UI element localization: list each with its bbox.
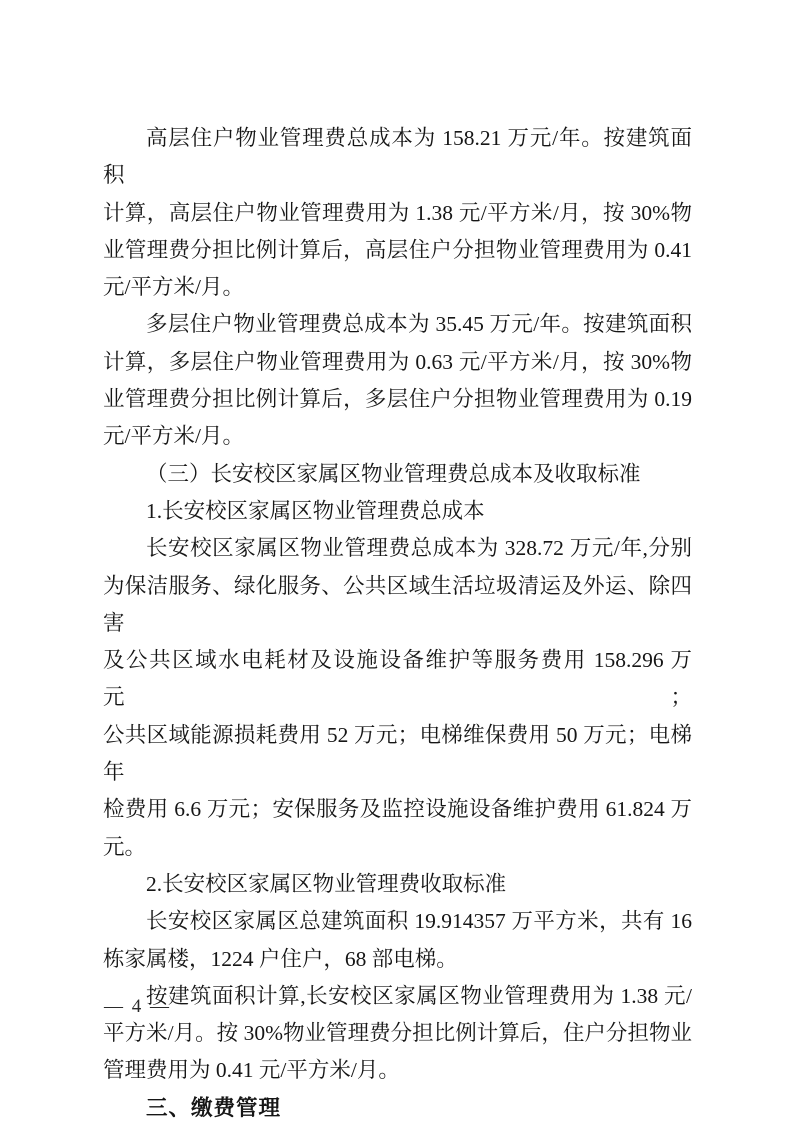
text-line: 1.长安校区家属区物业管理费总成本	[146, 498, 485, 523]
text-line: 元/平方米/月。	[103, 275, 244, 300]
text-line: 三、缴费管理	[146, 1095, 282, 1120]
text-line: 业管理费分担比例计算后，多层住户分担物业管理费用为 0.19	[103, 387, 692, 412]
page-footer	[104, 996, 171, 1018]
paragraph	[103, 456, 692, 493]
text-line: 多层住户物业管理费总成本为 35.45 万元/年。按建筑面积	[146, 312, 692, 337]
text-line: 长安校区家属区物业管理费总成本为 328.72 万元/年,分别	[146, 536, 692, 561]
document-body	[103, 120, 692, 1122]
text-line: 2.长安校区家属区物业管理费收取标准	[146, 871, 507, 896]
text-line: 高层住户物业管理费总成本为 158.21 万元/年。按建筑面积	[103, 126, 692, 188]
paragraph	[103, 306, 692, 455]
text-line: 计算，多层住户物业管理费用为 0.63 元/平方米/月，按 30%物	[103, 349, 692, 374]
text-line: 业管理费分担比例计算后，高层住户分担物业管理费用为 0.41	[103, 237, 692, 262]
text-line: 按建筑面积计算,长安校区家属区物业管理费用为 1.38 元/	[146, 983, 692, 1008]
text-line: 元/平方米/月。	[103, 424, 244, 449]
paragraph	[103, 903, 692, 978]
text-line: 计算，高层住户物业管理费用为 1.38 元/平方米/月，按 30%物	[103, 200, 692, 225]
text-line: 长安校区家属区总建筑面积 19.914357 万平方米，共有 16	[146, 909, 692, 934]
page-number: — 4 —	[104, 996, 171, 1017]
text-line: 管理费用为 0.41 元/平方米/月。	[103, 1058, 400, 1083]
paragraph	[103, 978, 692, 1090]
paragraph	[103, 120, 692, 306]
text-line: 元。	[103, 834, 147, 859]
paragraph	[103, 866, 692, 903]
text-line: 公共区域能源损耗费用 52 万元；电梯维保费用 50 万元；电梯年	[103, 722, 692, 785]
text-line: 及公共区域水电耗材及设施设备维护等服务费用 158.296 万元；	[103, 648, 692, 710]
text-line: （三）长安校区家属区物业管理费总成本及收取标准	[146, 461, 641, 486]
paragraph	[103, 493, 692, 530]
section-heading	[103, 1090, 692, 1122]
text-line: 栋家属楼，1224 户住户，68 部电梯。	[103, 946, 458, 971]
paragraph	[103, 530, 692, 866]
text-line: 平方米/月。按 30%物业管理费分担比例计算后，住户分担物业	[103, 1021, 692, 1046]
text-line: 检费用 6.6 万元；安保服务及监控设施设备维护费用 61.824 万	[103, 797, 692, 822]
text-line: 为保洁服务、绿化服务、公共区域生活垃圾清运及外运、除四害	[103, 573, 692, 635]
